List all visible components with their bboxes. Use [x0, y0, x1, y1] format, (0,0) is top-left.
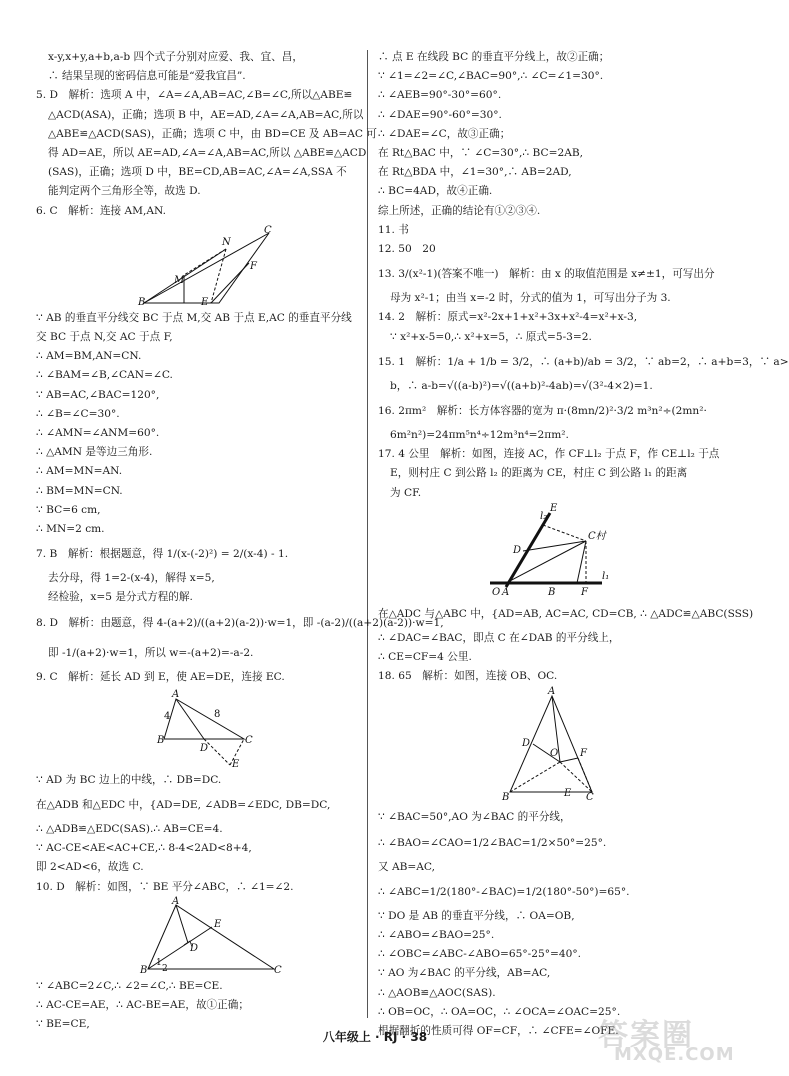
- text-line: 在 Rt△BAC 中，∵ ∠C=30°,∴ BC=2AB,: [378, 147, 584, 160]
- text-line: ∴ AM=BM,AN=CN.: [36, 350, 142, 363]
- svg-text:C: C: [245, 734, 253, 746]
- svg-text:C: C: [586, 792, 594, 804]
- text-line: 母为 x²-1；由当 x=-2 时，分式的值为 1，可写出分子为 3.: [390, 292, 671, 305]
- text-line: ∵ AD 为 BC 边上的中线，∴ DB=DC.: [36, 773, 222, 786]
- figure-q10-triangle: [36, 895, 358, 976]
- text-line: ∵ x²+x-5=0,∴ x²+x=5，∴ 原式=5-3=2.: [390, 330, 592, 343]
- text-line: ∵ AB=AC,∠BAC=120°,: [36, 388, 160, 401]
- text-line: 交 BC 于点 N,交 AC 于点 F,: [36, 331, 173, 344]
- svg-text:E: E: [201, 296, 209, 308]
- svg-text:A: A: [172, 688, 180, 700]
- text-line: ∵ BC=6 cm,: [36, 503, 101, 516]
- answer-12: 12. 50 20: [378, 243, 436, 256]
- svg-text:A: A: [172, 895, 180, 907]
- svg-text:1: 1: [156, 957, 162, 968]
- text-line: ∵ AC-CE<AE<AC+CE,∴ 8-4<2AD<8+4,: [36, 842, 252, 855]
- text-line: ∵ AB 的垂直平分线交 BC 于点 M,交 AB 于点 E,AC 的垂直平分线: [36, 311, 352, 324]
- text-line: 在△ADC 与△ABC 中，{AD=AB, AC=AC, CD=CB, ∴ △ADC≌△ABC(SSS): [378, 607, 754, 620]
- text-line: ∴ ∠OBC=∠ABC-∠ABO=65°-25°=40°.: [378, 948, 582, 961]
- svg-text:l₁: l₁: [602, 570, 610, 582]
- text-line: ∴ ∠ABO=∠BAO=25°.: [378, 929, 495, 942]
- text-line: ∵ ∠BAC=50°,AO 为∠BAC 的平分线，: [378, 811, 571, 824]
- svg-text:2: 2: [162, 963, 168, 974]
- svg-text:D: D: [200, 742, 209, 754]
- text-line: 为 CF.: [390, 486, 422, 499]
- text-line: ∴ MN=2 cm.: [36, 523, 105, 536]
- text-line: △ACD(ASA)，正确；选项 B 中，AE=AD,∠A=∠A,AB=AC,所以: [48, 108, 364, 121]
- answer-14: 14. 2 解析：原式=x²-2x+1+x²+3x+x²-4=x²+x-3,: [378, 311, 638, 324]
- svg-text:M: M: [174, 274, 185, 286]
- answer-5: 5. D 解析：选项 A 中，∠A=∠A,AB=AC,∠B=∠C,所以△ABE≌: [36, 89, 353, 102]
- answer-9: 9. C 解析：延长 AD 到 E，使 AE=DE，连接 EC.: [36, 670, 285, 683]
- svg-text:B: B: [140, 964, 148, 976]
- svg-text:C: C: [264, 224, 272, 236]
- right-column: [378, 48, 789, 1041]
- text-line: ∴ ∠BAM=∠B,∠CAN=∠C.: [36, 369, 173, 382]
- text-line: ∵ AO 为∠BAC 的平分线，AB=AC,: [378, 967, 551, 980]
- svg-text:l₂: l₂: [540, 510, 548, 522]
- text-line: ∵ DO 是 AB 的垂直平分线，∴ OA=OB,: [378, 909, 575, 922]
- answer-8: 8. D 解析：由题意，得 4-(a+2)/((a+2)(a-2))·w=1，即 -(a-2)/((a+2)(a-2))·w=1,: [36, 616, 444, 629]
- watermark: [588, 1010, 738, 1066]
- svg-text:B: B: [138, 296, 146, 308]
- text-line: 即 2<AD<6，故选 C.: [36, 861, 144, 874]
- svg-text:E: E: [550, 502, 558, 514]
- answer-11: 11. 书: [378, 223, 409, 236]
- text-line: b，∴ a-b=√((a-b)²)=√((a+b)²-4ab)=√(3²-4×2)=1.: [390, 379, 653, 392]
- text-line: 经检验，x=5 是分式方程的解.: [48, 591, 193, 604]
- figure-q9-triangle: [36, 689, 358, 769]
- text-line: ∴ 结果呈现的密码信息可能是“爱我宜昌”.: [48, 70, 246, 83]
- answer-6: 6. C 解析：连接 AM,AN.: [36, 204, 166, 217]
- svg-text:C村: C村: [588, 530, 606, 542]
- answer-13: 13. 3/(x²-1)(答案不唯一) 解析：由 x 的取值范围是 x≠±1，可写出分: [378, 268, 715, 281]
- text-line: △ABE≌△ACD(SAS)，正确；选项 C 中，由 BD=CE 及 AB=AC 可: [48, 127, 377, 140]
- figure-q6-triangle: [36, 223, 358, 307]
- text-line: 在△ADB 和△EDC 中，{AD=DE, ∠ADB=∠EDC, DB=DC,: [36, 799, 331, 812]
- text-line: ∵ ∠1=∠2=∠C,∠BAC=90°,∴ ∠C=∠1=30°.: [378, 70, 604, 83]
- svg-text:F: F: [580, 748, 587, 760]
- text-line: 得 AD=AE，所以 AE=AD,∠A=∠A,AB=AC,所以 △ABE≌△ACD: [48, 147, 367, 160]
- answer-16: 16. 2πm² 解析：长方体容器的宽为 π·(8mn/2)²·3/2 m³n²÷(2mn²·: [378, 405, 707, 418]
- text-line: ∴ ∠DAC=∠BAC，即点 C 在∠DAB 的平分线上，: [378, 631, 620, 644]
- svg-text:D: D: [190, 942, 199, 954]
- svg-text:E: E: [564, 788, 572, 800]
- text-line: ∴ AM=MN=AN.: [36, 465, 123, 478]
- page-footer: 八年级上 · RJ · 38: [322, 1030, 428, 1044]
- answer-18: 18. 65 解析：如图，连接 OB、OC.: [378, 670, 558, 683]
- text-line: ∴ △ADB≌△EDC(SAS).∴ AB=CE=4.: [36, 823, 223, 836]
- text-line: ∴ BC=4AD，故④正确.: [378, 185, 493, 198]
- text-line: ∴ △AOB≌△AOC(SAS).: [378, 986, 496, 999]
- text-line: 能判定两个三角形全等，故选 D.: [48, 185, 201, 198]
- figure-q18-triangle: [378, 688, 708, 806]
- text-line: ∴ ∠AMN=∠ANM=60°.: [36, 427, 160, 440]
- text-line: ∴ △AMN 是等边三角形.: [36, 446, 153, 459]
- svg-text:A: A: [548, 686, 556, 698]
- watermark-url: MXQE.COM: [614, 1044, 735, 1065]
- svg-text:8: 8: [214, 708, 221, 720]
- svg-text:O: O: [492, 586, 501, 598]
- text-line: ∴ ∠AEB=90°-30°=60°.: [378, 89, 502, 102]
- text-line: ∴ ∠B=∠C=30°.: [36, 407, 120, 420]
- text-line: ∴ OB=OC，∴ OA=OC，∴ ∠OCA=∠OAC=25°.: [378, 1005, 621, 1018]
- text-line: ∴ ∠DAE=∠C，故③正确；: [378, 127, 511, 140]
- text-line: ∴ BM=MN=CN.: [36, 484, 123, 497]
- svg-text:F: F: [581, 586, 588, 598]
- svg-text:B: B: [502, 792, 510, 804]
- answer-7: 7. B 解析：根据题意，得 1/(x-(-2)²) = 2/(x-4) - 1.: [36, 548, 289, 561]
- text-line: ∵ BE=CE,: [36, 1018, 90, 1031]
- answer-17: 17. 4 公里 解析：如图，连接 AC，作 CF⊥l₂ 于点 F，作 CE⊥l₂ 于点: [378, 448, 720, 461]
- figure-q17-roads: [378, 502, 708, 598]
- answer-15: 15. 1 解析：1/a + 1/b = 3/2，∴ (a+b)/ab = 3/2，∵ ab=2，∴ a+b=3，∵ a>: [378, 355, 789, 368]
- answer-10: 10. D 解析：如图，∵ BE 平分∠ABC，∴ ∠1=∠2.: [36, 880, 294, 893]
- svg-text:D: D: [522, 738, 531, 750]
- svg-text:C: C: [274, 964, 282, 976]
- text-line: 又 AB=AC,: [378, 860, 436, 873]
- text-line: x-y,x+y,a+b,a-b 四个式子分别对应爱、我、宜、昌，: [48, 51, 303, 63]
- text-line: 根据翻折的性质可得 OF=CF，∴ ∠CFE=∠OFE.: [378, 1025, 619, 1038]
- text-line: ∴ ∠BAO=∠CAO=1/2∠BAC=1/2×50°=25°.: [378, 836, 607, 849]
- column-divider: [367, 50, 368, 1018]
- text-line: 6m²n²)=24πm⁵n⁴÷12m³n⁴=2πm².: [390, 429, 569, 442]
- text-line: 去分母，得 1=2-(x-4)，解得 x=5,: [48, 572, 215, 585]
- svg-text:N: N: [222, 236, 231, 248]
- text-line: ∴ ∠ABC=1/2(180°-∠BAC)=1/2(180°-50°)=65°.: [378, 885, 630, 898]
- text-line: E，则村庄 C 到公路 l₂ 的距离为 CE，村庄 C 到公路 l₁ 的距离: [390, 467, 688, 480]
- text-line: ∵ ∠ABC=2∠C,∴ ∠2=∠C,∴ BE=CE.: [36, 979, 223, 992]
- svg-text:O: O: [550, 748, 559, 760]
- text-line: 综上所述，正确的结论有①②③④.: [378, 204, 541, 217]
- text-line: 即 -1/(a+2)·w=1，所以 w=-(a+2)=-a-2.: [48, 646, 254, 659]
- svg-text:F: F: [250, 260, 257, 272]
- text-line: ∴ 点 E 在线段 BC 的垂直平分线上，故②正确；: [378, 51, 610, 63]
- text-line: ∴ AC-CE=AE，∴ AC-BE=AE，故①正确；: [36, 999, 249, 1012]
- svg-text:B: B: [157, 734, 165, 746]
- svg-text:E: E: [214, 918, 222, 930]
- watermark-logo-text: 答案圈: [598, 1018, 694, 1053]
- svg-text:4: 4: [164, 710, 171, 722]
- text-line: ∴ ∠DAE=90°-60°=30°.: [378, 108, 502, 121]
- svg-text:B: B: [548, 586, 556, 598]
- text-line: 在 Rt△BDA 中，∠1=30°,∴ AB=2AD,: [378, 166, 572, 179]
- svg-text:A: A: [502, 586, 510, 598]
- svg-text:D: D: [513, 544, 522, 556]
- text-line: (SAS)，正确；选项 D 中，BE=CD,AB=AC,∠A=∠A,SSA 不: [48, 166, 347, 179]
- text-line: ∴ CE=CF=4 公里.: [378, 651, 472, 664]
- svg-text:E: E: [232, 758, 240, 770]
